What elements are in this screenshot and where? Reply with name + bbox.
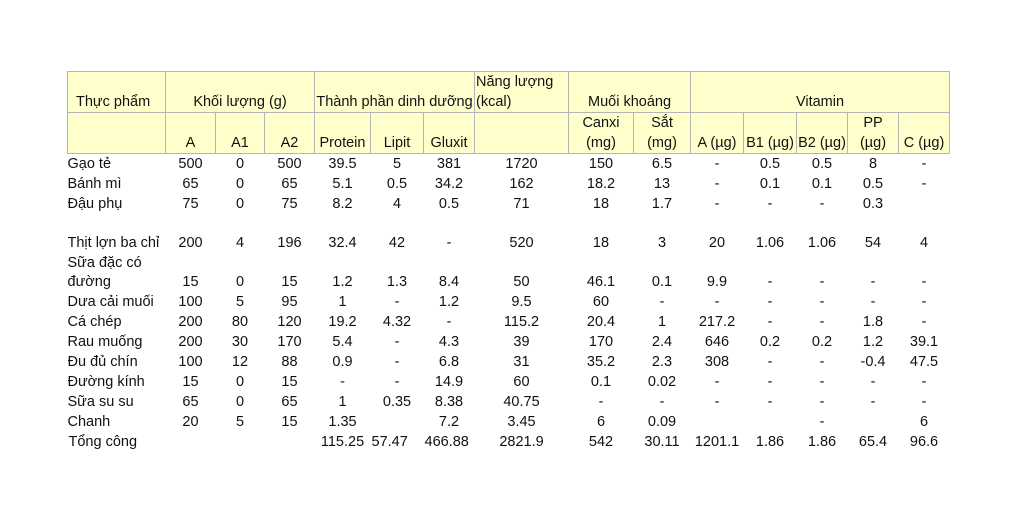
cell-energy: 520 bbox=[509, 235, 534, 251]
cell-c: - bbox=[921, 374, 927, 390]
header-gluxit: Gluxit bbox=[424, 113, 475, 154]
total-label: Tổng công bbox=[68, 434, 138, 450]
cell-canxi: 18 bbox=[592, 196, 610, 212]
header-b2: B2 (µg) bbox=[797, 113, 848, 154]
cell-energy: 115.2 bbox=[503, 314, 540, 330]
cell-a2: 120 bbox=[277, 314, 302, 330]
cell-vit-a: - bbox=[714, 156, 720, 172]
cell-a1: 0 bbox=[235, 156, 245, 172]
cell-sat: 0.1 bbox=[651, 274, 673, 290]
cell-gluxit: 8.38 bbox=[434, 394, 464, 410]
cell-canxi: - bbox=[598, 394, 604, 410]
cell-a2: 65 bbox=[281, 394, 298, 410]
cell-a2: 15 bbox=[281, 374, 298, 390]
cell-pp: 8 bbox=[868, 156, 878, 172]
table-row bbox=[68, 154, 950, 175]
table-row bbox=[68, 292, 950, 312]
header-c: C (µg) bbox=[899, 113, 950, 154]
cell-energy: 31 bbox=[513, 354, 530, 370]
cell-lipit: 42 bbox=[388, 235, 406, 251]
cell-vit-a: - bbox=[714, 196, 720, 212]
cell-lipit: 1.3 bbox=[386, 274, 408, 290]
cell-c bbox=[899, 194, 950, 214]
cell-name: Dưa cải muối bbox=[67, 294, 154, 310]
cell-name: Đường kính bbox=[67, 374, 145, 390]
cell-canxi: 150 bbox=[588, 156, 614, 172]
table-body bbox=[68, 154, 950, 433]
cell-a: 75 bbox=[182, 196, 199, 212]
cell-a1: 80 bbox=[231, 314, 249, 330]
cell-c: 6 bbox=[919, 414, 929, 430]
cell-gluxit: 34.2 bbox=[434, 176, 464, 192]
header-row-1 bbox=[68, 72, 950, 113]
table-row bbox=[68, 312, 950, 332]
cell-canxi: 0.1 bbox=[590, 374, 612, 390]
cell-name: Đu đủ chín bbox=[67, 354, 138, 370]
cell-b1: - bbox=[767, 294, 773, 310]
cell-b2: 1.06 bbox=[807, 235, 837, 251]
cell-a: 15 bbox=[182, 274, 199, 290]
cell-a2: 196 bbox=[277, 235, 302, 251]
cell-c: - bbox=[921, 314, 927, 330]
cell-pp bbox=[848, 412, 899, 432]
cell-pp: 1.2 bbox=[862, 334, 884, 350]
cell-b2: 0.1 bbox=[811, 176, 833, 192]
cell-energy: 40.75 bbox=[503, 394, 540, 410]
header-khoi-luong: Khối lượng (g) bbox=[166, 72, 315, 113]
cell-a: 15 bbox=[182, 374, 199, 390]
cell-b2: - bbox=[819, 274, 825, 290]
cell-vit-a: - bbox=[714, 176, 720, 192]
table-row bbox=[68, 352, 950, 372]
cell-b2: - bbox=[819, 354, 825, 370]
cell-a2: 88 bbox=[281, 354, 298, 370]
total-row bbox=[68, 432, 950, 452]
cell-lipit: - bbox=[394, 374, 400, 390]
cell-b1: 1.06 bbox=[755, 235, 785, 251]
cell-canxi: 60 bbox=[592, 294, 610, 310]
cell-sat: 1.7 bbox=[651, 196, 673, 212]
cell-gluxit: - bbox=[446, 235, 452, 251]
cell-lipit: - bbox=[394, 334, 400, 350]
cell-lipit: 4 bbox=[392, 196, 402, 212]
cell-energy: 3.45 bbox=[507, 414, 536, 430]
cell-gluxit: 4.3 bbox=[438, 334, 460, 350]
total-vit-a: 1201.1 bbox=[694, 434, 740, 450]
cell-name: Đậu phụ bbox=[67, 196, 123, 212]
cell-protein: 1.2 bbox=[332, 274, 353, 290]
total-gluxit: 466.88 bbox=[424, 434, 469, 450]
cell-sat: - bbox=[659, 394, 665, 410]
cell-vit-a: 9.9 bbox=[706, 274, 728, 290]
cell-c: 47.5 bbox=[909, 354, 939, 370]
total-c: 96.6 bbox=[909, 434, 939, 450]
cell-name: Chanh bbox=[67, 414, 111, 430]
total-a-cell[interactable] bbox=[166, 432, 216, 452]
table-row bbox=[68, 253, 950, 292]
cell-gluxit: 6.8 bbox=[438, 354, 460, 370]
cell-protein: 1.35 bbox=[328, 414, 357, 430]
cell-canxi: 18.2 bbox=[586, 176, 616, 192]
cell-protein: - bbox=[340, 374, 345, 390]
cell-pp: - bbox=[870, 274, 876, 290]
cell-canxi: 170 bbox=[588, 334, 614, 350]
cell-a2: 95 bbox=[281, 294, 298, 310]
cell-c: - bbox=[921, 294, 927, 310]
cell-c: - bbox=[921, 156, 927, 172]
cell-a2: 15 bbox=[281, 274, 298, 290]
cell-vit-a: 20 bbox=[708, 235, 726, 251]
cell-b1: - bbox=[767, 196, 773, 212]
cell-lipit: 5 bbox=[392, 156, 402, 172]
cell-vit-a: 646 bbox=[704, 334, 730, 350]
cell-b1: 0.1 bbox=[759, 176, 781, 192]
cell-pp: - bbox=[870, 294, 876, 310]
cell-b2: - bbox=[819, 314, 825, 330]
cell-b1: 0.2 bbox=[759, 334, 781, 350]
cell-energy: 39 bbox=[513, 334, 530, 350]
cell-lipit bbox=[371, 412, 424, 432]
cell-a: 200 bbox=[178, 334, 203, 350]
cell-canxi: 20.4 bbox=[586, 314, 616, 330]
cell-a1: 0 bbox=[235, 394, 245, 410]
cell-a2: 15 bbox=[281, 414, 298, 430]
cell-name: Thịt lợn ba chỉ bbox=[67, 235, 160, 251]
header-thanh-phan: Thành phần dinh dưỡng bbox=[315, 72, 475, 113]
header-a2: A2 bbox=[265, 113, 315, 154]
cell-energy: 1720 bbox=[505, 156, 538, 172]
header-vit-a: A (µg) bbox=[691, 113, 744, 154]
cell-sat: - bbox=[659, 294, 665, 310]
total-energy: 2821.9 bbox=[499, 434, 544, 450]
total-sat: 30.11 bbox=[644, 434, 680, 450]
cell-a2: 75 bbox=[281, 196, 298, 212]
cell-vit-a: 308 bbox=[704, 354, 730, 370]
header-b1: B1 (µg) bbox=[744, 113, 797, 154]
cell-b2: 0.5 bbox=[811, 156, 833, 172]
cell-a1: 0 bbox=[235, 274, 245, 290]
cell-protein: 39.5 bbox=[328, 156, 357, 172]
table-row bbox=[68, 372, 950, 392]
cell-protein: 8.2 bbox=[332, 196, 353, 212]
cell-a: 20 bbox=[182, 414, 199, 430]
cell-pp: - bbox=[870, 374, 876, 390]
cell-b2: 0.2 bbox=[811, 334, 833, 350]
cell-lipit: - bbox=[394, 354, 400, 370]
cell-gluxit: 8.4 bbox=[438, 274, 460, 290]
cell-a1: 12 bbox=[231, 354, 249, 370]
cell-canxi: 46.1 bbox=[586, 274, 616, 290]
table-row bbox=[68, 174, 950, 194]
cell-c: - bbox=[921, 394, 927, 410]
cell-pp: 54 bbox=[864, 235, 882, 251]
header-a: A bbox=[166, 113, 216, 154]
header-sat: Sắt (mg) bbox=[634, 113, 691, 154]
cell-c: 39.1 bbox=[909, 334, 939, 350]
cell-gluxit: 1.2 bbox=[438, 294, 460, 310]
cell-a: 100 bbox=[178, 354, 203, 370]
cell-b1: - bbox=[767, 274, 773, 290]
cell-a2: 170 bbox=[277, 334, 302, 350]
cell-a: 500 bbox=[178, 156, 203, 172]
cell-pp: 1.8 bbox=[862, 314, 884, 330]
cell-b1: - bbox=[767, 354, 773, 370]
cell-name: Cá chép bbox=[67, 314, 122, 330]
table-row bbox=[68, 412, 950, 432]
header-vitamin: Vitamin bbox=[691, 72, 950, 113]
cell-b1 bbox=[744, 412, 797, 432]
cell-sat: 0.02 bbox=[647, 374, 677, 390]
cell-lipit: 0.5 bbox=[386, 176, 408, 192]
cell-a: 65 bbox=[182, 176, 199, 192]
cell-sat: 1 bbox=[657, 314, 667, 330]
cell-vit-a: - bbox=[714, 294, 720, 310]
cell-gluxit: 7.2 bbox=[438, 414, 460, 430]
cell-a1: 0 bbox=[235, 374, 245, 390]
table-row bbox=[68, 332, 950, 352]
cell-a2: 65 bbox=[281, 176, 298, 192]
cell-b1: - bbox=[767, 314, 773, 330]
cell-energy: 162 bbox=[509, 176, 534, 192]
total-b2: 1.86 bbox=[807, 434, 837, 450]
cell-lipit: 0.35 bbox=[382, 394, 412, 410]
header-empty-2 bbox=[475, 113, 569, 154]
cell-a1: 30 bbox=[231, 334, 249, 350]
cell-vit-a bbox=[691, 412, 744, 432]
cell-a1: 5 bbox=[235, 294, 245, 310]
cell-a1: 0 bbox=[235, 196, 245, 212]
total-canxi: 542 bbox=[588, 434, 614, 450]
cell-vit-a: - bbox=[714, 394, 720, 410]
cell-a: 65 bbox=[182, 394, 199, 410]
cell-b1: - bbox=[767, 394, 773, 410]
total-a1-cell[interactable] bbox=[216, 432, 265, 452]
cell-energy: 60 bbox=[513, 374, 530, 390]
cell-gluxit: 0.5 bbox=[438, 196, 460, 212]
cell-b2: - bbox=[819, 394, 825, 410]
table-row bbox=[68, 392, 950, 412]
cell-b2: - bbox=[819, 294, 825, 310]
cell-canxi: 6 bbox=[596, 414, 606, 430]
cell-name: Rau muống bbox=[67, 334, 143, 350]
cell-a1: 5 bbox=[235, 414, 245, 430]
cell-gluxit: 14.9 bbox=[434, 374, 464, 390]
cell-b1: 0.5 bbox=[759, 156, 781, 172]
cell-name: Gạo tẻ bbox=[67, 156, 112, 172]
cell-sat: 6.5 bbox=[651, 156, 673, 172]
cell-energy: 71 bbox=[513, 196, 530, 212]
cell-energy: 9.5 bbox=[511, 294, 532, 310]
table-row bbox=[68, 194, 950, 214]
cell-a1: 4 bbox=[235, 235, 245, 251]
header-pp: PP (µg) bbox=[848, 113, 899, 154]
cell-b1: - bbox=[767, 374, 773, 390]
header-a1: A1 bbox=[216, 113, 265, 154]
header-lipit: Lipit bbox=[371, 113, 424, 154]
cell-pp: 0.5 bbox=[862, 176, 884, 192]
cell-b2: - bbox=[819, 414, 825, 430]
cell-gluxit: - bbox=[446, 314, 452, 330]
cell-protein: 5.4 bbox=[332, 334, 353, 350]
cell-c: - bbox=[921, 274, 927, 290]
total-lipit: 57.47 bbox=[371, 434, 408, 450]
cell-sat: 2.3 bbox=[651, 354, 673, 370]
cell-sat: 2.4 bbox=[651, 334, 673, 350]
cell-b2: - bbox=[819, 196, 825, 212]
cell-a: 100 bbox=[178, 294, 203, 310]
header-row-2 bbox=[68, 113, 950, 154]
header-canxi: Canxi (mg) bbox=[569, 113, 634, 154]
cell-pp: 0.3 bbox=[862, 196, 884, 212]
cell-lipit: - bbox=[394, 294, 400, 310]
total-protein: 115.25 bbox=[320, 434, 365, 450]
cell-canxi: 35.2 bbox=[586, 354, 616, 370]
header-nang-luong: Năng lượng (kcal) bbox=[475, 72, 569, 113]
cell-protein: 0.9 bbox=[332, 354, 353, 370]
table-row bbox=[68, 214, 950, 253]
cell-lipit: 4.32 bbox=[382, 314, 412, 330]
header-protein: Protein bbox=[315, 113, 371, 154]
cell-sat: 0.09 bbox=[647, 414, 677, 430]
cell-c: - bbox=[921, 176, 927, 192]
header-muoi-khoang: Muối khoáng bbox=[569, 72, 691, 113]
cell-b2: - bbox=[819, 374, 825, 390]
cell-sat: 13 bbox=[653, 176, 671, 192]
cell-a: 200 bbox=[178, 314, 203, 330]
cell-vit-a: 217.2 bbox=[698, 314, 736, 330]
cell-a: 200 bbox=[178, 235, 203, 251]
total-a2-cell[interactable] bbox=[265, 432, 315, 452]
cell-protein: 1 bbox=[338, 294, 347, 310]
cell-a1: 0 bbox=[235, 176, 245, 192]
header-empty-1 bbox=[68, 113, 166, 154]
total-b1: 1.86 bbox=[755, 434, 785, 450]
cell-protein: 5.1 bbox=[332, 176, 353, 192]
header-thuc-pham: Thực phẩm bbox=[68, 72, 166, 113]
nutrition-table bbox=[67, 71, 950, 452]
cell-protein: 32.4 bbox=[328, 235, 357, 251]
cell-canxi: 18 bbox=[592, 235, 610, 251]
cell-c: 4 bbox=[919, 235, 929, 251]
cell-name: Sữa đặc có đường bbox=[67, 255, 142, 290]
cell-sat: 3 bbox=[657, 235, 667, 251]
cell-energy: 50 bbox=[513, 274, 530, 290]
cell-pp: - bbox=[870, 394, 876, 410]
cell-pp: -0.4 bbox=[860, 354, 886, 370]
cell-gluxit: 381 bbox=[436, 156, 462, 172]
cell-name: Bánh mì bbox=[67, 176, 122, 192]
total-pp: 65.4 bbox=[858, 434, 888, 450]
cell-protein: 19.2 bbox=[328, 314, 357, 330]
cell-protein: 1 bbox=[338, 394, 347, 410]
cell-a2: 500 bbox=[277, 156, 302, 172]
cell-vit-a: - bbox=[714, 374, 720, 390]
cell-name: Sữa su su bbox=[67, 394, 134, 410]
